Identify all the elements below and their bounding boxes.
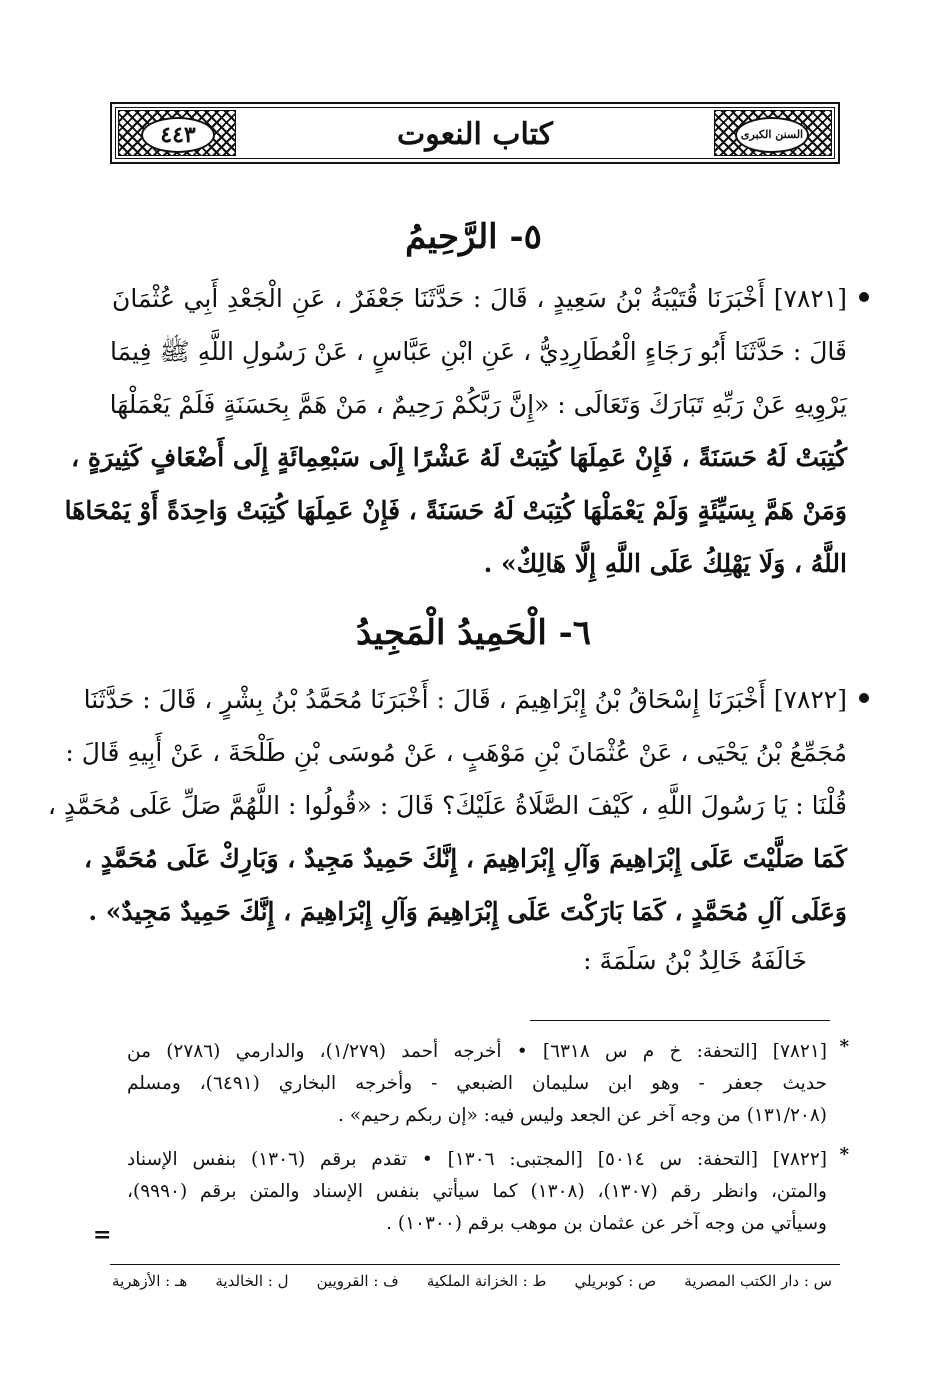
header-ornament-right [714,110,832,156]
abbreviation-item: ط : الخزانة الملكية [426,1272,547,1290]
abbreviation-item: هـ : الأزهرية [112,1272,188,1290]
text-line: مُجَمِّعُ بْنُ يَحْيَى ، عَنْ عُثْمَانَ بْنِ مَوْهَبٍ ، عَنْ مُوسَى بْنِ طَلْحَةَ ، عَنْ أَبِيهِ قَالَ : [65,738,847,767]
footnote-marker: * [839,1036,849,1057]
abbreviation-divider [110,1264,840,1265]
text-line: قُلْنَا : يَا رَسُولَ اللَّهِ ، كَيْفَ الصَّلَاةُ عَلَيْكَ؟ قَالَ : «قُولُوا : اللَّهُمَّ صَلِّ عَلَى مُحَمَّدٍ ، [47,791,847,820]
footnote-marker: * [839,1144,849,1165]
text-line: وَعَلَى آلِ مُحَمَّدٍ ، كَمَا بَارَكْتَ عَلَى إِبْرَاهِيمَ وَآلِ إِبْرَاهِيمَ ، إِنَّكَ حَمِيدٌ مَجِيدٌ» . [88,897,847,926]
book-title: كتاب النعوت [397,116,553,152]
page-number: ٤٤٣ [160,122,196,148]
hadith-7822 [47,673,847,938]
footnote-line: حديث جعفر - وهو ابن سليمان الضبعي - وأخرجه البخاري (٦٤٩١)، ومسلم [127,1073,827,1094]
book-seal: السنن الكبرى [740,128,804,141]
footnote-7822 [127,1144,849,1240]
text-line: اللَّهُ ، وَلَا يَهْلِكُ عَلَى اللَّهِ إِلَّا هَالِكٌ» . [483,549,847,578]
text-line: [٧٨٢٢] أَخْبَرَنَا إِسْحَاقُ بْنُ إِبْرَاهِيمَ ، قَالَ : أَخْبَرَنَا مُحَمَّدُ بْنُ بِشْرٍ ، قَالَ : حَدَّثَنَا [83,685,847,714]
text-line: وَمَنْ هَمَّ بِسَيِّئَةٍ وَلَمْ يَعْمَلْهَا كُتِبَتْ لَهُ حَسَنَةً ، فَإِنْ عَمِلَهَا كُتِبَتْ وَاحِدَةً أَوْ يَمْحَاهَا [64,496,847,525]
footnote-line: [٧٨٢١] [التحفة: خ م س ٦٣١٨] • أخرجه أحمد (١/٢٧٩)، والدارمي (٢٧٨٦) من [127,1041,827,1062]
continuation-line: خَالَفَهُ خَالِدُ بْنُ سَلَمَةَ : [583,946,807,975]
continuation-marker: = [93,1222,112,1248]
footnote-divider [530,1020,830,1021]
section-heading-hamid-majid: ٦- الْحَمِيدُ الْمَجِيدُ [355,613,592,653]
footnote-7821 [127,1036,849,1132]
footnote-line: والمتن، وانظر رقم (١٣٠٧)، (١٣٠٨) كما سيأتي بنفس الإسناد والمتن برقم (٩٩٩٠)، [127,1181,827,1202]
hadith-7821 [64,272,847,590]
book-seal-oval [735,117,809,153]
text-line: كُتِبَتْ لَهُ حَسَنَةً ، فَإِنْ عَمِلَهَا كُتِبَتْ لَهُ عَشْرًا إِلَى سَبْعِمِائَةٍ إِلَى أَضْعَافٍ كَثِيرَةٍ ، [71,443,847,472]
text-line: يَرْوِيهِ عَنْ رَبِّهِ تَبَارَكَ وَتَعَالَى : «إِنَّ رَبَّكُمْ رَحِيمٌ ، مَنْ هَمَّ بِحَسَنَةٍ فَلَمْ يَعْمَلْهَا [109,390,847,419]
text-line: [٧٨٢١] أَخْبَرَنَا قُتَيْبَةُ بْنُ سَعِيدٍ ، قَالَ : حَدَّثَنَا جَعْفَرٌ ، عَنِ الْجَعْدِ أَبِي عُثْمَانَ [112,284,847,313]
page-header-frame [110,102,840,164]
text-line: قَالَ : حَدَّثَنَا أَبُو رَجَاءٍ الْعُطَارِدِيُّ ، عَنِ ابْنِ عَبَّاسٍ ، عَنْ رَسُولِ اللَّهِ ﷺ فِيمَا [110,337,847,366]
abbreviation-item: ف : القرويين [316,1272,399,1290]
abbreviation-item: س : دار الكتب المصرية [684,1272,832,1290]
footnote-line: (١٣١/٢٠٨) من وجه آخر عن الجعد وليس فيه: «إن ربكم رحيم» . [338,1105,827,1126]
header-ornament-left [118,110,236,156]
text-line: كَمَا صَلَّيْتَ عَلَى إِبْرَاهِيمَ وَآلِ إِبْرَاهِيمَ ، إِنَّكَ حَمِيدٌ مَجِيدٌ ، وَبَارِكْ عَلَى مُحَمَّدٍ ، [83,844,847,873]
manuscript-abbreviations [112,1272,832,1290]
bullet-icon [859,693,869,703]
page-number-oval [141,117,215,153]
section-heading-rahim: ٥- الرَّحِيمُ [405,217,542,257]
footnote-line: [٧٨٢٢] [التحفة: س ٥٠١٤] [المجتبى: ١٣٠٦] • تقدم برقم (١٣٠٦) بنفس الإسناد [127,1149,827,1170]
abbreviation-item: ل : الخالدية [215,1272,289,1290]
abbreviation-item: ص : كوبريلي [574,1272,657,1290]
bullet-icon [859,292,869,302]
footnote-line: وسيأتي من وجه آخر عن عثمان بن موهب برقم (١٠٣٠٠) . [386,1213,827,1234]
